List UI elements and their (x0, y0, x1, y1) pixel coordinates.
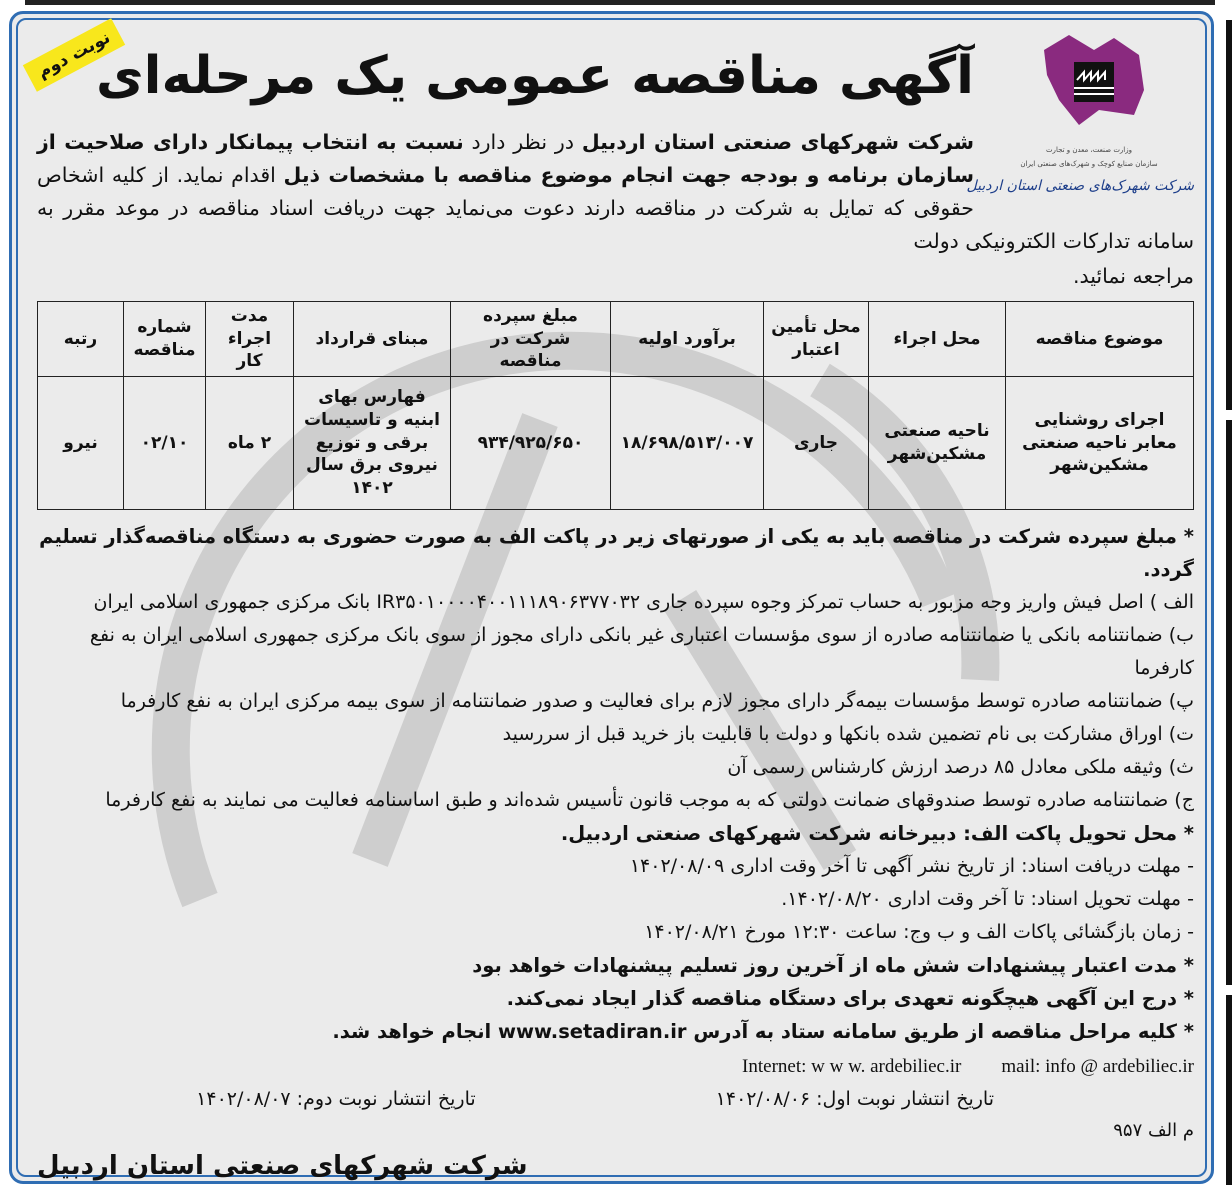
deposit-option-pe: پ) ضمانتنامه صادره توسط مؤسسات بیمه‌گر دارای مجوز لازم برای فعالیت و صدور ضمانتنامه از سوی بیمه مرکزی ایران به نفع کارفرما (120, 690, 1194, 712)
col-subject: موضوع مناقصه (1006, 302, 1194, 377)
setad-note: * کلیه مراحل مناقصه از طریق سامانه ستاد به آدرس www.setadiran.ir انجام خواهد شد. (332, 1020, 1194, 1043)
logo-company-text: شرکت شهرک‌های صنعتی استان اردبیل (966, 178, 1194, 194)
opening-time: - زمان بازگشائی پاکات الف و ب وج: ساعت ۱۲:۳۰ مورخ ۱۴۰۲/۰۸/۲۱ (644, 921, 1194, 943)
cell-rank: نیرو (38, 377, 124, 510)
cell-estimate: ۱۸/۶۹۸/۵۱۳/۰۰۷ (611, 377, 764, 510)
deposit-option-jim: ج) ضمانتنامه صادره توسط صندوقهای ضمانت دولتی که به موجب قانون تأسیس شده‌اند و طبق اساسنامه فعالیت می نمایند به نفع کارفرما (105, 789, 1194, 811)
table-header-row (38, 302, 1194, 377)
company-logo (966, 26, 1194, 222)
col-estimate: برآورد اولیه (611, 302, 764, 377)
notice-content (37, 26, 1194, 1186)
cell-tender-number: ۰۲/۱۰ (124, 377, 206, 510)
cell-duration: ۲ ماه (206, 377, 294, 510)
intro-line-4: مراجعه نمائید. (1072, 264, 1194, 288)
iran-map-factory-icon (1039, 30, 1149, 135)
logo-org-text: سازمان صنایع کوچک و شهرک‌های صنعتی ایران (1020, 160, 1158, 168)
notice-body (37, 520, 1194, 1048)
second-publication-date: تاریخ انتشار نوبت دوم: ۱۴۰۲/۰۸/۰۷ (196, 1088, 476, 1110)
second-round-badge: نوبت دوم (23, 18, 125, 91)
cell-contract-basis: فهارس بهای ابنیه و تاسیسات برقی و توزیع نیروی برق سال ۱۴۰۲ (294, 377, 451, 510)
cell-subject: اجرای روشنایی معابر ناحیه صنعتی مشکین‌شهر (1006, 377, 1194, 510)
logo-ministry-text: وزارت صنعت، معدن و تجارت (1045, 146, 1133, 154)
cell-funding: جاری (764, 377, 869, 510)
first-publication-date: تاریخ انتشار نوبت اول: ۱۴۰۲/۰۸/۰۶ (715, 1088, 994, 1110)
email-address: mail: info @ ardebiliec.ir (1001, 1056, 1194, 1077)
notice-code: م الف ۹۵۷ (1113, 1120, 1194, 1141)
deposit-option-be: ب) ضمانتنامه بانکی یا ضمانتنامه صادره از سوی مؤسسات اعتباری غیر بانکی دارای مجوز از سوی بانک مرکزی جمهوری اسلامی ایران به نفع (89, 624, 1194, 646)
col-rank: رتبه (38, 302, 124, 377)
col-tender-number: شماره مناقصه (124, 302, 206, 377)
deposit-option-be-cont: کارفرما (1134, 657, 1194, 679)
no-obligation-note: * درج این آگهی هیچگونه تعهدی برای دستگاه مناقصه گذار ایجاد نمی‌کند. (506, 987, 1194, 1010)
cell-deposit: ۹۳۴/۹۲۵/۶۵۰ (451, 377, 611, 510)
validity-note: * مدت اعتبار پیشنهادات شش ماه از آخرین روز تسلیم پیشنهادات خواهد بود (472, 954, 1194, 977)
website-address: Internet: w w w. ardebiliec.ir (742, 1056, 962, 1077)
page-title: آگهی مناقصه عمومی یک مرحله‌ای (95, 46, 974, 106)
receive-deadline: - مهلت دریافت اسناد: از تاریخ نشر آگهی تا آخر وقت اداری ۱۴۰۲/۰۸/۰۹ (629, 855, 1194, 877)
top-divider (25, 0, 1215, 5)
adjacent-column-bar (1226, 420, 1232, 985)
publication-dates (37, 1083, 1194, 1116)
deposit-option-alef: الف ) اصل فیش واریز وجه مزبور به حساب تمرکز وجوه سپرده جاری IR۳۵۰۱۰۰۰۰۴۰۰۱۱۱۸۹۰۶۳۷۷۰۳۲ بانک مرکزی جمهوری اسلامی ایران (93, 591, 1194, 613)
company-signature: شرکت شهرکهای صنعتی استان اردبیل (37, 1151, 528, 1181)
adjacent-column-bar (1226, 20, 1232, 410)
intro-paragraph: شرکت شهرکهای صنعتی استان اردبیل در نظر دارد نسبت به انتخاب پیمانکار دارای صلاحیت از سازمان برنامه و بودجه جهت انجام موضوع مناقصه با مشخصات ذیل اقدام نماید. از کلیه اشخاص حقوقی که تمایل به شرکت در مناقصه دارند دعوت می‌نماید جهت دریافت اسناد مناقصه در موعد مقرر به سامانه تدارکات الکترونیکی دولت (37, 130, 1194, 253)
col-location: محل اجراء (869, 302, 1006, 377)
col-deposit: مبلغ سپرده شرکت در مناقصه (451, 302, 611, 377)
col-funding: محل تأمین اعتبار (764, 302, 869, 377)
deposit-option-se: ث) وثیقه ملکی معادل ۸۵ درصد ارزش کارشناس رسمی آن (727, 756, 1194, 778)
deposit-heading: * مبلغ سپرده شرکت در مناقصه باید به یکی از صورتهای زیر در پاکت الف به صورت حضوری به دستگاه مناقصه‌گذار تسلیم گردد. (39, 525, 1194, 581)
deposit-option-te: ت) اوراق مشارکت بی نام تضمین شده بانکها و دولت با قابلیت باز خرید قبل از سررسید (502, 723, 1194, 745)
contact-row (37, 1050, 1194, 1083)
tender-table (37, 301, 1194, 510)
col-contract-basis: مبنای قرارداد (294, 302, 451, 377)
submit-deadline: - مهلت تحویل اسناد: تا آخر وقت اداری ۱۴۰۲/۰۸/۲۰. (781, 888, 1194, 910)
delivery-location: * محل تحویل پاکت الف: دبیرخانه شرکت شهرکهای صنعتی اردبیل. (560, 822, 1194, 845)
adjacent-column-bar (1226, 995, 1232, 1185)
cell-location: ناحیه صنعتی مشکین‌شهر (869, 377, 1006, 510)
col-duration: مدت اجراء کار (206, 302, 294, 377)
table-row (38, 377, 1194, 510)
